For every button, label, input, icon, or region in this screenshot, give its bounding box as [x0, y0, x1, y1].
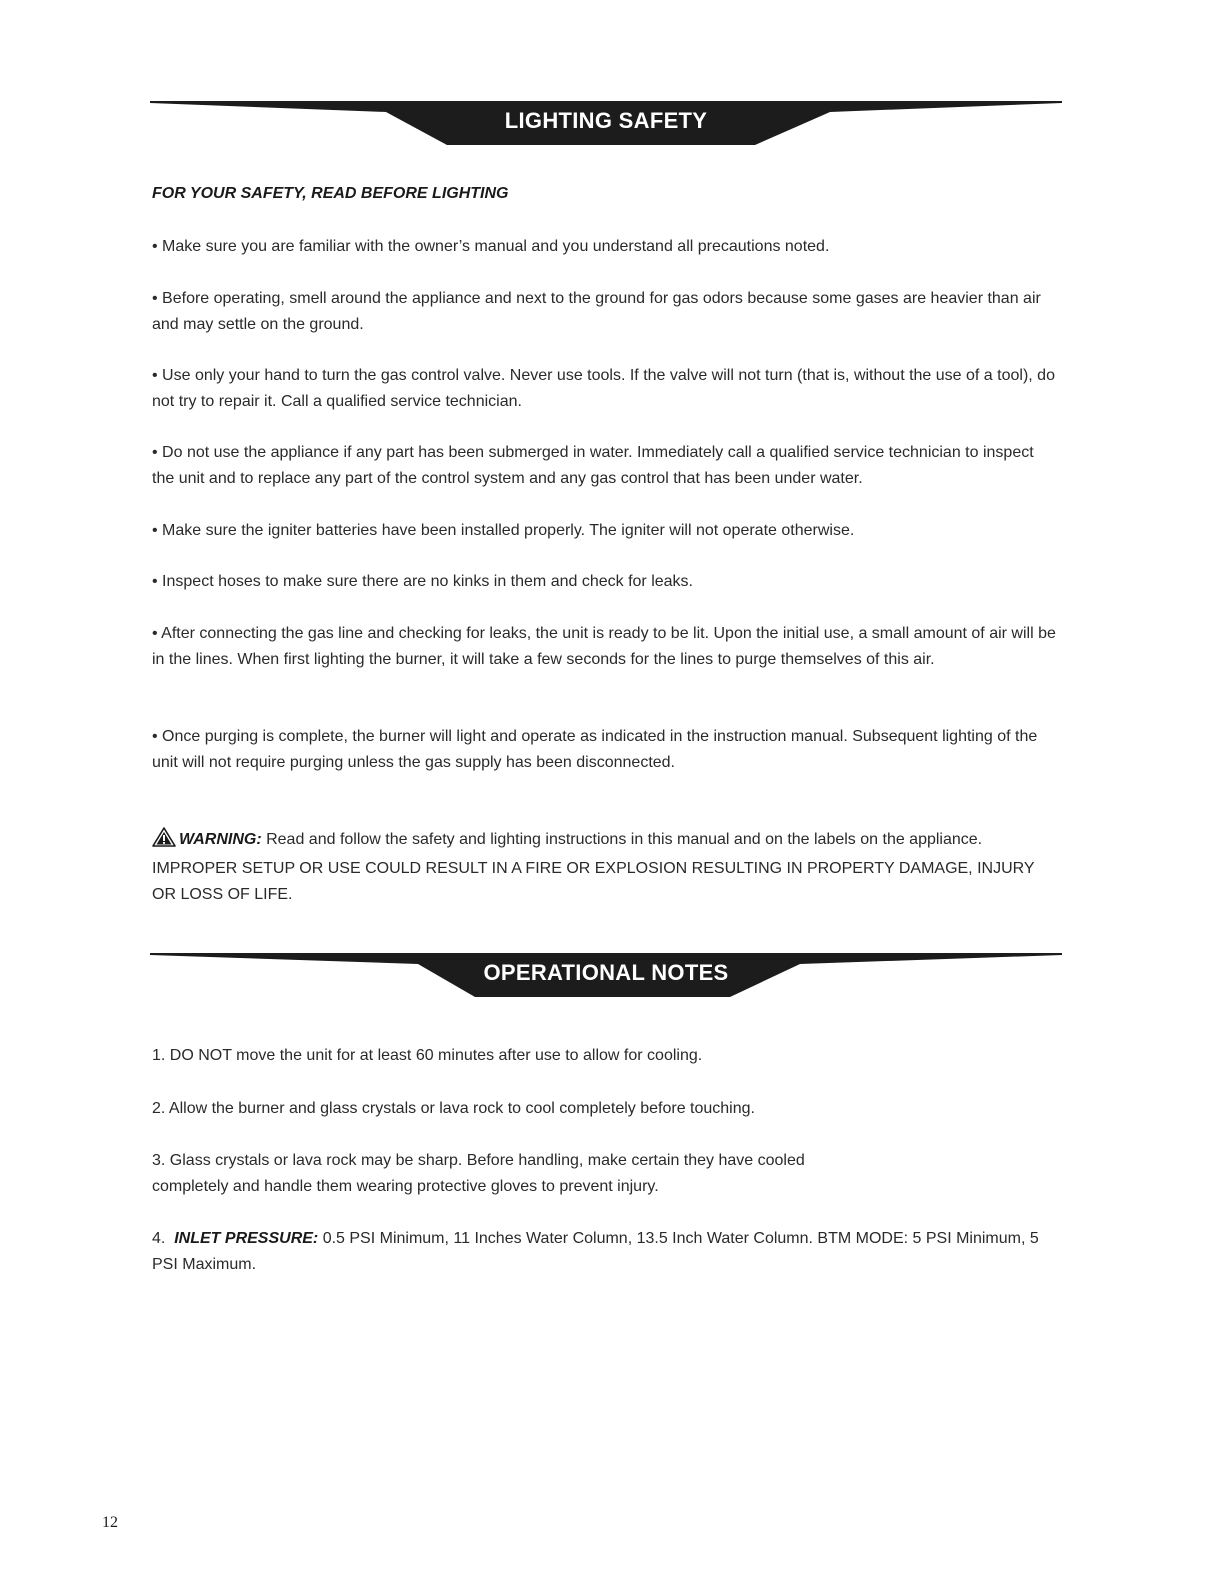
- note-item-inlet-pressure: [152, 1226, 1057, 1278]
- lighting-safety-subheading: FOR YOUR SAFETY, READ BEFORE LIGHTING: [152, 185, 509, 202]
- operational-notes-title: OPERATIONAL NOTES: [483, 960, 729, 985]
- safety-bullet: • Inspect hoses to make sure there are no kinks in them and check for leaks.: [152, 573, 693, 590]
- warning-label: WARNING:: [179, 831, 262, 848]
- safety-bullet: • Use only your hand to turn the gas control valve. Never use tools. If the valve will not turn (that is, without the use of a tool), do not try to repair it. Call a qualified service technician.: [152, 367, 1055, 410]
- safety-bullet: • Before operating, smell around the appliance and next to the ground for gas odors because some gases are heavier than air and may settle on the ground.: [152, 290, 1041, 333]
- warning-text: Read and follow the safety and lighting instructions in this manual and on the labels on the appliance. IMPROPER SETUP OR USE COULD RESULT IN A FIRE OR EXPLOSION RESULTING IN PROPERTY DAMAGE, INJURY OR LOSS OF LIFE.: [152, 831, 1035, 903]
- note-number: 4.: [152, 1230, 166, 1247]
- safety-bullet: • Make sure the igniter batteries have been installed properly. The igniter will not operate otherwise.: [152, 522, 855, 539]
- note-item: 2. Allow the burner and glass crystals or lava rock to cool completely before touching.: [152, 1100, 755, 1117]
- safety-bullet: • Do not use the appliance if any part has been submerged in water. Immediately call a qualified service technician to inspect the unit and to replace any part of the control system and any gas control that has been under water.: [152, 444, 1034, 487]
- page-number: 12: [102, 1514, 118, 1531]
- safety-bullet: • Make sure you are familiar with the owner’s manual and you understand all precautions noted.: [152, 238, 830, 255]
- safety-bullet: • Once purging is complete, the burner will light and operate as indicated in the instruction manual. Subsequent lighting of the unit will not require purging unless the gas supply has been disconnected.: [152, 728, 1038, 771]
- safety-bullet: • After connecting the gas line and checking for leaks, the unit is ready to be lit. Upon the initial use, a small amount of air will be in the lines. When first lighting the burner, it will take a few seconds for the lines to purge themselves of this air.: [152, 625, 1056, 668]
- inlet-pressure-text: 0.5 PSI Minimum, 11 Inches Water Column, 13.5 Inch Water Column. BTM MODE: 5 PSI Minimum, 5 PSI Maximum.: [152, 1230, 1039, 1273]
- note-item: 3. Glass crystals or lava rock may be sharp. Before handling, make certain they have cooled completely and handle them wearing protective gloves to prevent injury.: [152, 1152, 805, 1195]
- warning-block: [152, 827, 1057, 908]
- inlet-pressure-label: INLET PRESSURE:: [174, 1230, 319, 1247]
- lighting-safety-title: LIGHTING SAFETY: [504, 108, 708, 133]
- operational-notes-banner: [150, 952, 1062, 1000]
- note-item: 1. DO NOT move the unit for at least 60 minutes after use to allow for cooling.: [152, 1047, 703, 1064]
- lighting-safety-banner: [150, 100, 1062, 148]
- warning-triangle-icon: [152, 827, 176, 856]
